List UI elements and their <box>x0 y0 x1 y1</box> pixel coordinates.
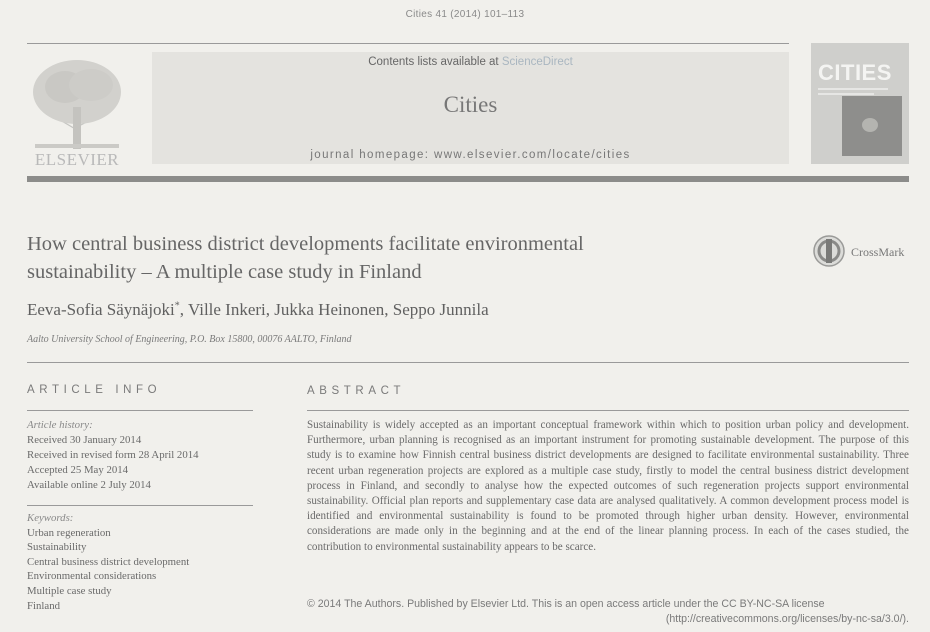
elsevier-wordmark: ELSEVIER <box>34 150 120 169</box>
journal-homepage[interactable]: journal homepage: www.elsevier.com/locate/cities <box>310 149 631 161</box>
contents-prefix: Contents lists available at <box>368 56 502 68</box>
header-top-rule <box>27 43 789 44</box>
header-band <box>27 176 909 182</box>
article-history <box>27 418 199 493</box>
affiliation: Aalto University School of Engineering, P.O. Box 15800, 00076 AALTO, Finland <box>27 334 352 345</box>
keywords-rule <box>27 505 253 506</box>
author-list <box>27 300 489 320</box>
history-item: Available online 2 July 2014 <box>27 479 151 491</box>
journal-reference: Cities 41 (2014) 101–113 <box>405 9 525 20</box>
history-item: Received 30 January 2014 <box>27 434 142 446</box>
abstract-rule <box>307 410 909 411</box>
elsevier-tree-logo <box>27 52 127 164</box>
keyword-item: Multiple case study <box>27 584 112 597</box>
keyword-item: Finland <box>27 599 60 612</box>
affiliation-rule <box>27 362 909 363</box>
abstract-heading: ABSTRACT <box>307 385 406 397</box>
sciencedirect-link[interactable]: ScienceDirect <box>501 56 573 68</box>
license-link[interactable]: (http://creativecommons.org/licenses/by-nc-sa/3.0/). <box>665 613 909 625</box>
article-info-rule <box>27 410 253 411</box>
history-item: Accepted 25 May 2014 <box>27 464 129 476</box>
co-authors: , Ville Inkeri, Jukka Heinonen, Seppo Junnila <box>179 300 489 319</box>
title-line-2: sustainability – A multiple case study in Finland <box>27 261 422 283</box>
corresponding-author[interactable]: Eeva-Sofia Säynäjoki <box>27 300 175 319</box>
license-statement <box>307 597 909 627</box>
history-item: Received in revised form 28 April 2014 <box>27 449 199 461</box>
keyword-item: Urban regeneration <box>27 526 111 539</box>
keywords-label: Keywords: <box>27 512 74 524</box>
history-label: Article history: <box>27 419 93 431</box>
cover-image <box>842 96 902 156</box>
crossmark-label[interactable]: CrossMark <box>851 245 905 259</box>
keyword-item: Environmental considerations <box>27 570 157 583</box>
crossmark-icon[interactable] <box>813 235 845 267</box>
journal-name: Cities <box>443 92 498 117</box>
keywords <box>27 511 189 613</box>
article-info-heading: ARTICLE INFO <box>27 384 162 396</box>
license-line-1: © 2014 The Authors. Published by Elsevier Ltd. This is an open access article under the CC BY-NC-SA license <box>307 598 825 610</box>
corresponding-author-mark[interactable]: * <box>174 300 180 312</box>
keyword-item: Central business district development <box>27 555 190 568</box>
article-title <box>27 230 797 286</box>
contents-availability <box>152 56 789 68</box>
abstract-text: Sustainability is widely accepted as an important conceptual framework within which to position urban policy and development. Furthermore, urban planning is recognised as an important instrument for promoting sustainable development. The purpose of this study is to examine how Finnish central business district developments are designed to facilitate environmental sustainability. Three recent urban regeneration projects are explored as a multiple case study, firstly to model the central business district development process in Finland, and secondly to analyse how the expected outcomes of such regeneration projects support environmental sustainability. Official plan reports and supplementary case data are analysed qualitatively. A common development process model is identified and environmental sustainability is found to be promoted through higher urban density. However, environmental considerations are made only in the beginning and at the end of the linear planning process. In each of the cases studied, the contribution to environmental sustainability appears to be scarce. <box>307 419 909 553</box>
title-line-1: How central business district developments facilitate environmental <box>27 233 584 255</box>
cover-title: CITIES <box>818 60 892 85</box>
keyword-item: Sustainability <box>27 541 87 554</box>
